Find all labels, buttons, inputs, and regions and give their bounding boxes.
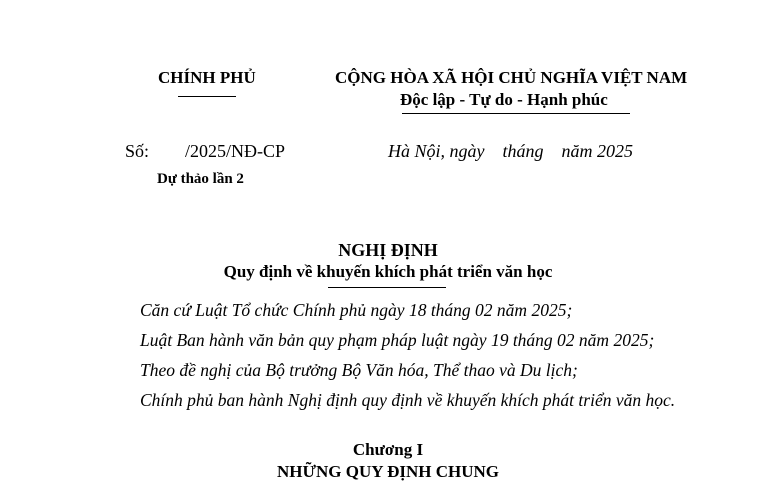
document-title: Quy định về khuyến khích phát triển văn học — [223, 262, 553, 281]
chapter-number: Chương I — [352, 440, 424, 459]
legal-basis-line: Chính phủ ban hành Nghị định quy định về khuyến khích phát triển văn học. — [140, 390, 676, 410]
national-motto: Độc lập - Tự do - Hạnh phúc — [400, 90, 608, 109]
legal-basis-line: Căn cứ Luật Tổ chức Chính phủ ngày 18 tháng 02 năm 2025; — [140, 300, 573, 320]
document-number: /2025/NĐ-CP — [185, 141, 286, 161]
legal-basis-line: Theo đề nghị của Bộ trưởng Bộ Văn hóa, Thể thao và Du lịch; — [140, 360, 578, 380]
place-and-date: Hà Nội, ngày tháng năm 2025 — [388, 141, 633, 161]
issuing-agency: CHÍNH PHỦ — [158, 68, 256, 87]
document-number-label: Số: — [125, 141, 150, 161]
motto-underline — [402, 113, 630, 114]
title-underline — [328, 287, 446, 288]
document-type: NGHỊ ĐỊNH — [338, 240, 438, 260]
national-title: CỘNG HÒA XÃ HỘI CHỦ NGHĨA VIỆT NAM — [335, 68, 688, 87]
agency-underline — [178, 96, 236, 97]
chapter-name: NHỮNG QUY ĐỊNH CHUNG — [276, 462, 500, 481]
legal-basis-line: Luật Ban hành văn bản quy phạm pháp luật ngày 19 tháng 02 năm 2025; — [140, 330, 655, 350]
draft-label: Dự thảo lần 2 — [157, 171, 244, 187]
